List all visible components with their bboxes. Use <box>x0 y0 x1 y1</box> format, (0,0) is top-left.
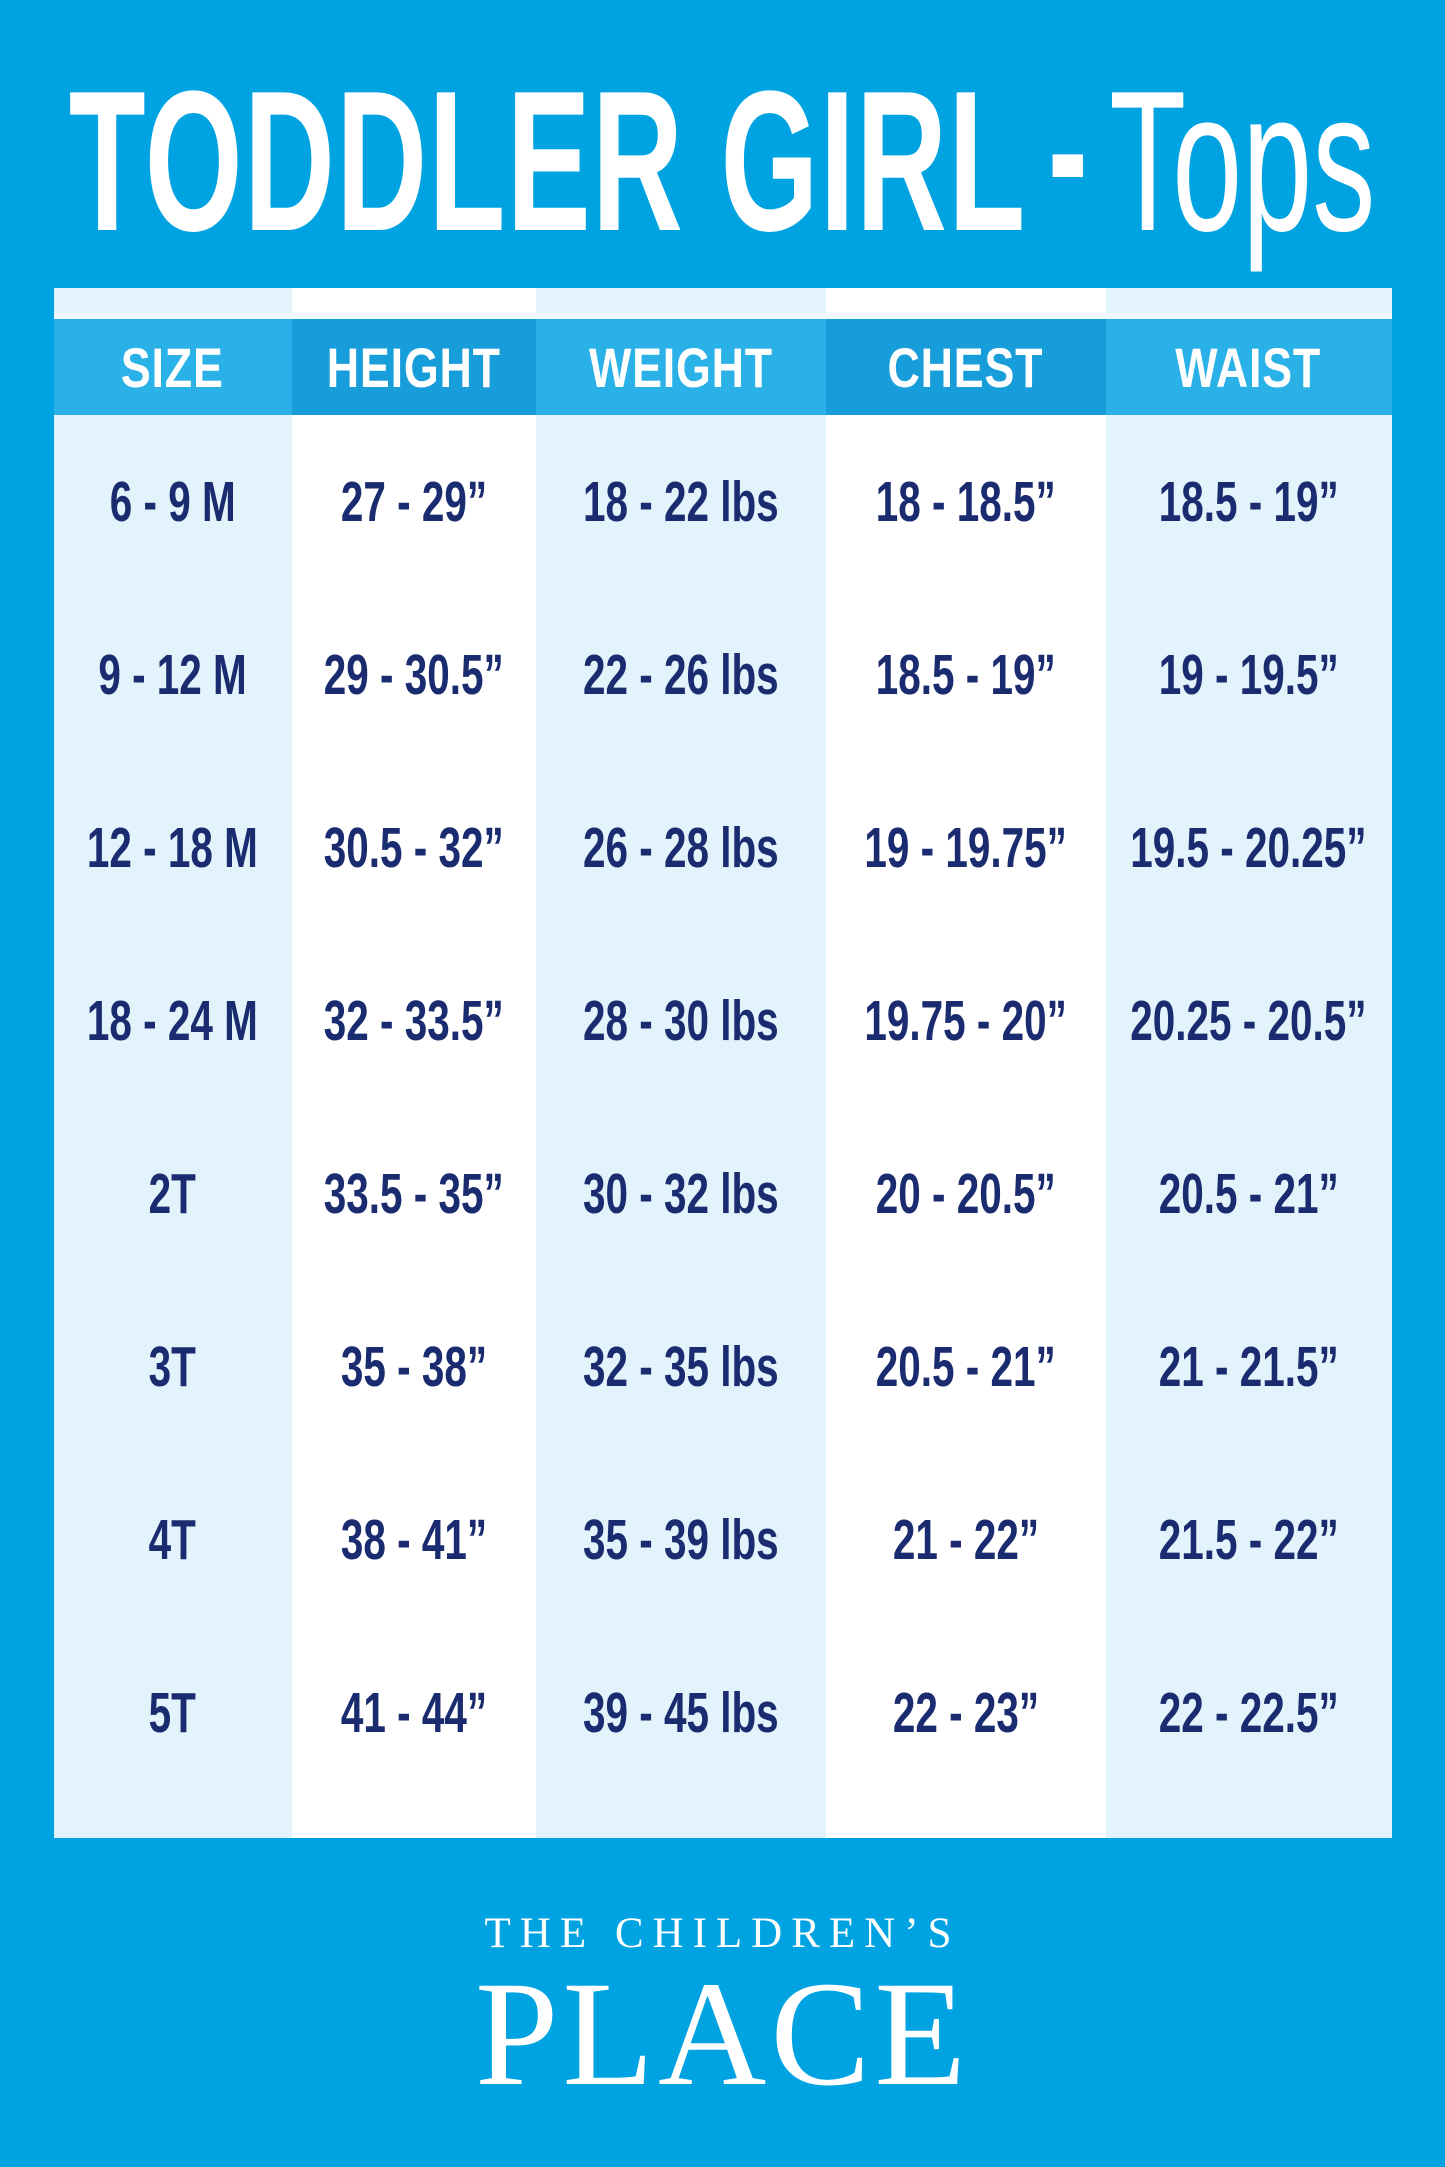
strip-height <box>292 1799 536 1838</box>
chest-value: 22 - 23” <box>892 1680 1039 1745</box>
cell-waist <box>1106 588 1392 761</box>
table-row <box>54 761 1392 934</box>
cell-chest <box>826 588 1106 761</box>
size-value: 5T <box>148 1680 197 1745</box>
brand-logo <box>0 1910 1445 2118</box>
page-title-line <box>69 44 1376 273</box>
cell-weight <box>536 588 826 761</box>
header-label-weight: WEIGHT <box>588 335 773 399</box>
table-row <box>54 415 1392 588</box>
weight-value: 22 - 26 lbs <box>582 642 779 707</box>
cell-chest <box>826 1453 1106 1626</box>
table-row <box>54 1107 1392 1280</box>
height-value: 35 - 38” <box>340 1334 487 1399</box>
cell-chest <box>826 1626 1106 1799</box>
cell-size <box>54 1280 292 1453</box>
cell-chest <box>826 761 1106 934</box>
table-header <box>54 313 1392 415</box>
height-value: 29 - 30.5” <box>323 642 504 707</box>
strip-waist <box>1106 1799 1392 1838</box>
size-value: 4T <box>148 1507 197 1572</box>
strip-waist <box>1106 288 1392 313</box>
waist-value: 20.25 - 20.5” <box>1130 988 1367 1053</box>
height-value: 27 - 29” <box>340 469 487 534</box>
cell-weight <box>536 1107 826 1280</box>
size-value: 18 - 24 M <box>87 988 258 1053</box>
cell-chest <box>826 1280 1106 1453</box>
table-row <box>54 1626 1392 1799</box>
title-subtitle: Tops <box>1109 50 1376 273</box>
size-value: 2T <box>148 1161 197 1226</box>
column-header-chest <box>826 319 1106 415</box>
cell-height <box>292 934 536 1107</box>
cell-size <box>54 1107 292 1280</box>
column-header-size <box>54 319 292 415</box>
cell-height <box>292 1453 536 1626</box>
cell-size <box>54 588 292 761</box>
header-label-height: HEIGHT <box>326 335 501 399</box>
table-row <box>54 934 1392 1107</box>
table-top-strip <box>54 288 1392 313</box>
waist-value: 21.5 - 22” <box>1158 1507 1339 1572</box>
table-row <box>54 588 1392 761</box>
table-row <box>54 1453 1392 1626</box>
header-label-size: SIZE <box>121 335 224 399</box>
cell-waist <box>1106 1453 1392 1626</box>
height-value: 33.5 - 35” <box>323 1161 504 1226</box>
table-row <box>54 1280 1392 1453</box>
table-bottom-strip <box>54 1799 1392 1838</box>
page-title <box>0 44 1445 273</box>
cell-height <box>292 1626 536 1799</box>
size-table <box>54 288 1392 1838</box>
cell-weight <box>536 1280 826 1453</box>
cell-size <box>54 1626 292 1799</box>
cell-size <box>54 1453 292 1626</box>
chest-value: 19 - 19.75” <box>864 815 1067 880</box>
cell-height <box>292 1280 536 1453</box>
cell-weight <box>536 934 826 1107</box>
waist-value: 18.5 - 19” <box>1158 469 1339 534</box>
cell-waist <box>1106 934 1392 1107</box>
waist-value: 21 - 21.5” <box>1158 1334 1339 1399</box>
chest-value: 20.5 - 21” <box>875 1334 1056 1399</box>
waist-value: 22 - 22.5” <box>1158 1680 1339 1745</box>
size-value: 9 - 12 M <box>98 642 247 707</box>
brand-name-top: THE CHILDREN’S <box>484 1910 961 1957</box>
size-value: 3T <box>148 1334 197 1399</box>
cell-waist <box>1106 415 1392 588</box>
cell-height <box>292 1107 536 1280</box>
strip-chest <box>826 288 1106 313</box>
cell-waist <box>1106 1107 1392 1280</box>
chest-value: 21 - 22” <box>892 1507 1039 1572</box>
cell-weight <box>536 1453 826 1626</box>
chest-value: 19.75 - 20” <box>864 988 1067 1053</box>
cell-weight <box>536 761 826 934</box>
column-header-waist <box>1106 319 1392 415</box>
weight-value: 18 - 22 lbs <box>582 469 779 534</box>
cell-size <box>54 761 292 934</box>
chest-value: 18.5 - 19” <box>875 642 1056 707</box>
cell-height <box>292 588 536 761</box>
cell-weight <box>536 1626 826 1799</box>
column-header-height <box>292 319 536 415</box>
cell-size <box>54 415 292 588</box>
strip-size <box>54 1799 292 1838</box>
chest-value: 18 - 18.5” <box>875 469 1056 534</box>
cell-chest <box>826 1107 1106 1280</box>
weight-value: 28 - 30 lbs <box>582 988 779 1053</box>
strip-chest <box>826 1799 1106 1838</box>
header-label-chest: CHEST <box>887 335 1044 399</box>
cell-waist <box>1106 1280 1392 1453</box>
waist-value: 19.5 - 20.25” <box>1130 815 1367 880</box>
strip-weight <box>536 1799 826 1838</box>
cell-height <box>292 415 536 588</box>
cell-chest <box>826 415 1106 588</box>
weight-value: 26 - 28 lbs <box>582 815 779 880</box>
cell-size <box>54 934 292 1107</box>
strip-height <box>292 288 536 313</box>
waist-value: 19 - 19.5” <box>1158 642 1339 707</box>
size-value: 6 - 9 M <box>109 469 236 534</box>
cell-weight <box>536 415 826 588</box>
title-main: TODDLER GIRL <box>69 50 1027 273</box>
header-label-waist: WAIST <box>1175 335 1322 399</box>
cell-waist <box>1106 761 1392 934</box>
column-header-weight <box>536 319 826 415</box>
cell-height <box>292 761 536 934</box>
brand-name-bottom: PLACE <box>474 1951 971 2118</box>
height-value: 32 - 33.5” <box>323 988 504 1053</box>
weight-value: 32 - 35 lbs <box>582 1334 779 1399</box>
weight-value: 30 - 32 lbs <box>582 1161 779 1226</box>
height-value: 38 - 41” <box>340 1507 487 1572</box>
weight-value: 35 - 39 lbs <box>582 1507 779 1572</box>
weight-value: 39 - 45 lbs <box>582 1680 779 1745</box>
title-separator: - <box>1048 44 1089 256</box>
strip-weight <box>536 288 826 313</box>
waist-value: 20.5 - 21” <box>1158 1161 1339 1226</box>
cell-chest <box>826 934 1106 1107</box>
cell-waist <box>1106 1626 1392 1799</box>
chest-value: 20 - 20.5” <box>875 1161 1056 1226</box>
strip-size <box>54 288 292 313</box>
size-value: 12 - 18 M <box>87 815 258 880</box>
height-value: 30.5 - 32” <box>323 815 504 880</box>
height-value: 41 - 44” <box>340 1680 487 1745</box>
